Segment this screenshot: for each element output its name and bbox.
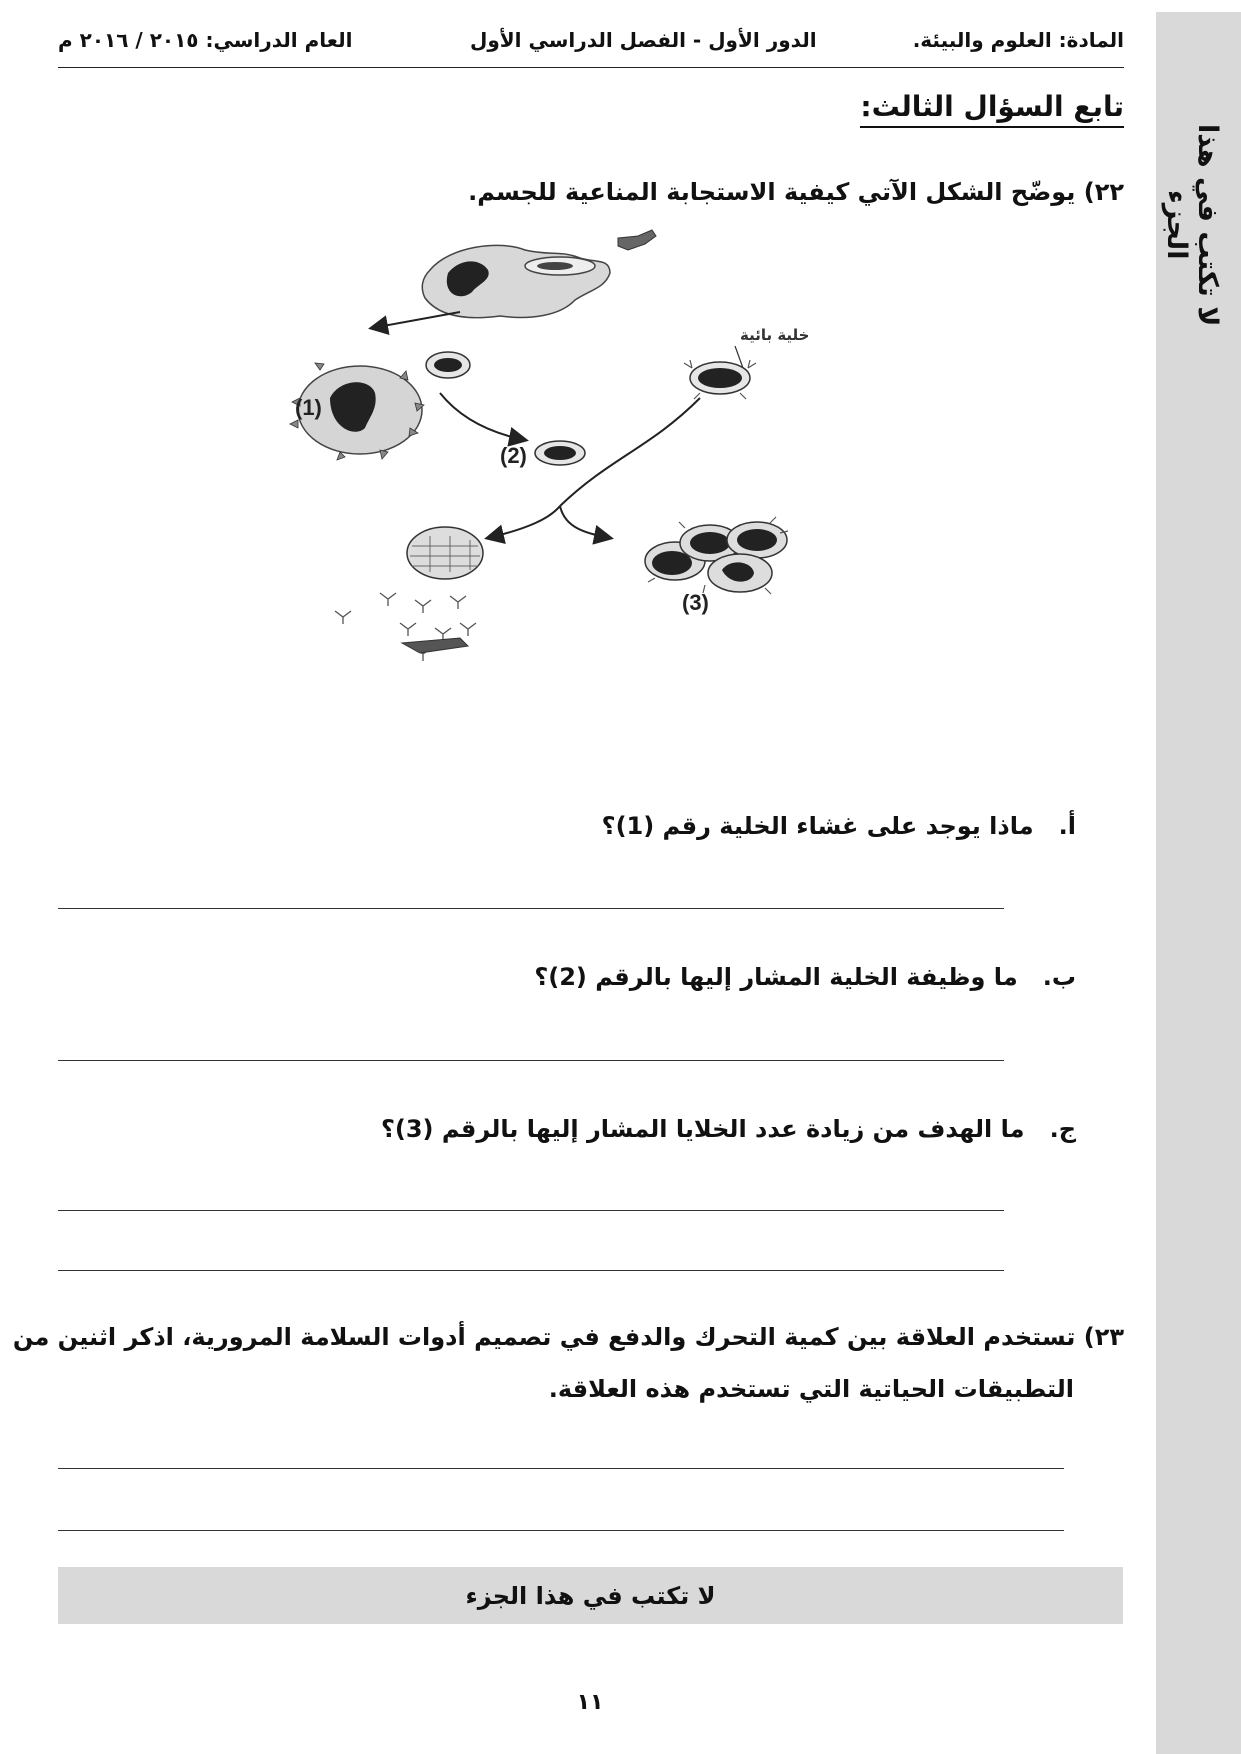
q23-line-1 bbox=[13, 1323, 1124, 1351]
immune-response-diagram bbox=[295, 228, 920, 758]
q23-text-1: تستخدم العلاقة بين كمية التحرك والدفع في تصميم أدوات السلامة المرورية، اذكر اثنين من bbox=[12, 1323, 1076, 1351]
section-title: تابع السؤال الثالث: bbox=[860, 90, 1124, 128]
q22-number: ٢٢) bbox=[1083, 178, 1124, 206]
do-not-write-bar bbox=[58, 1567, 1123, 1624]
part-b-text: ما وظيفة الخلية المشار إليها بالرقم (2)؟ bbox=[534, 963, 1018, 991]
answer-line-q23-1[interactable] bbox=[58, 1468, 1064, 1469]
part-a-text: ماذا يوجد على غشاء الخلية رقم (1)؟ bbox=[601, 812, 1034, 840]
q22-text: يوضّح الشكل الآتي كيفية الاستجابة المناعية للجسم. bbox=[468, 178, 1076, 206]
header-year: العام الدراسي: ٢٠١٥ / ٢٠١٦ م bbox=[58, 28, 353, 52]
answer-line-b[interactable] bbox=[58, 1060, 1004, 1061]
q23-line-2: التطبيقات الحياتية التي تستخدم هذه العلاقة. bbox=[548, 1375, 1074, 1403]
antibodies-cluster bbox=[335, 593, 476, 661]
figure-label-3: (3) bbox=[682, 590, 709, 615]
answer-line-c-1[interactable] bbox=[58, 1210, 1004, 1211]
header-session: الدور الأول - الفصل الدراسي الأول bbox=[470, 28, 817, 52]
part-b-letter: ب. bbox=[1042, 963, 1076, 991]
figure-label-2: (2) bbox=[500, 443, 527, 468]
pathogen-shape bbox=[618, 230, 656, 250]
q22-part-a bbox=[602, 812, 1076, 840]
page-number: ١١ bbox=[576, 1690, 604, 1715]
header-divider bbox=[58, 67, 1124, 68]
plasma-cell-shape bbox=[407, 527, 483, 579]
helper-cell-shape bbox=[426, 352, 470, 378]
cell-2-shape bbox=[535, 441, 585, 465]
neutralized-pathogen bbox=[402, 638, 468, 653]
macrophage-cell bbox=[422, 245, 610, 317]
figure-label-b-cell: خلية بائية bbox=[740, 326, 810, 344]
answer-line-a[interactable] bbox=[58, 908, 1004, 909]
part-c-letter: ج. bbox=[1049, 1115, 1076, 1143]
figure-label-1: (1) bbox=[295, 395, 322, 420]
q22-line bbox=[468, 178, 1124, 206]
part-a-letter: أ. bbox=[1058, 812, 1076, 840]
part-c-text: ما الهدف من زيادة عدد الخلايا المشار إليها بالرقم (3)؟ bbox=[380, 1115, 1025, 1143]
header-subject: المادة: العلوم والبيئة. bbox=[912, 28, 1124, 52]
side-margin-note: لا تكتب في هذا الجزء bbox=[1161, 123, 1223, 327]
q22-part-b bbox=[534, 963, 1076, 991]
answer-line-c-2[interactable] bbox=[58, 1270, 1004, 1271]
q22-part-c bbox=[381, 1115, 1076, 1143]
memory-cells-3 bbox=[645, 517, 788, 594]
do-not-write-text: لا تكتب في هذا الجزء bbox=[465, 1581, 716, 1610]
q23-number: ٢٣) bbox=[1083, 1323, 1124, 1351]
answer-line-q23-2[interactable] bbox=[58, 1530, 1064, 1531]
b-cell-shape bbox=[684, 360, 756, 399]
